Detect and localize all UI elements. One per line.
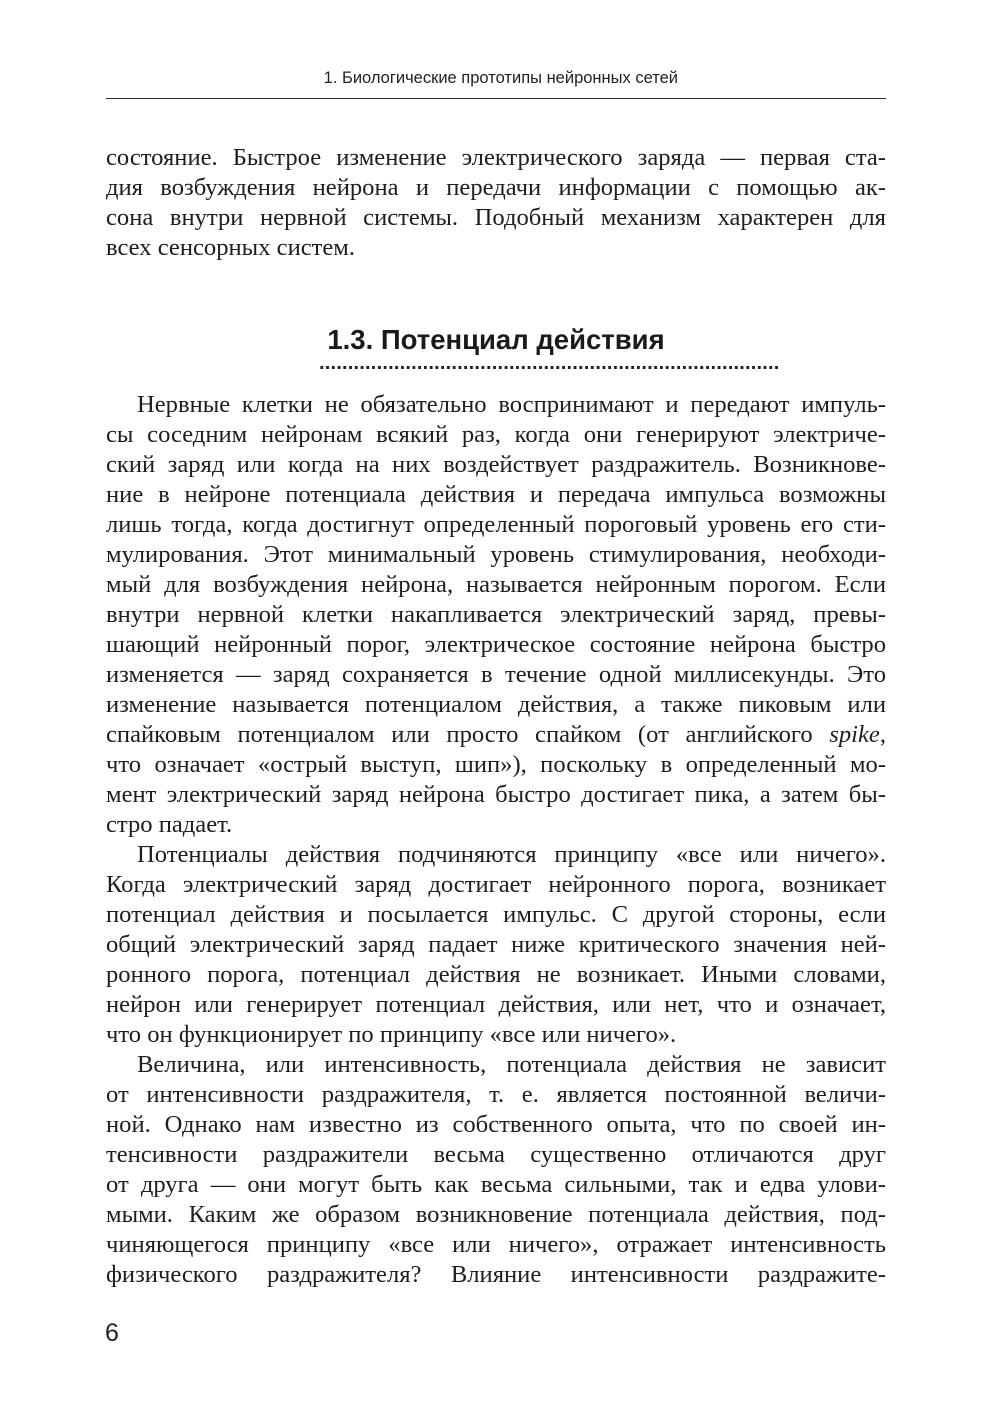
intro-line: всех сенсорных систем. (106, 234, 356, 261)
intro-line: дия возбуждения нейрона и передачи информации с помощью ак- (106, 174, 886, 201)
paragraph-1-line: внутри нервной клетки накапливается электрический заряд, превы- (106, 601, 886, 628)
paragraph-3-line: тенсивности раздражители весьма существенно отличаются друг (106, 1141, 886, 1168)
paragraph-1-line: мент электрический заряд нейрона быстро достигает пика, а затем бы- (106, 781, 886, 808)
section-title-dotted-rule: ................................................................................ (319, 352, 780, 374)
paragraph-3-line: мыми. Каким же образом возникновение потенциала действия, под- (106, 1201, 886, 1228)
spike-italic-term: spike (829, 721, 880, 748)
paragraph-1-line: сы соседним нейронам всякий раз, когда они генерируют электриче- (106, 421, 886, 448)
paragraph-3-line: Величина, или интенсивность, потенциала действия не зависит (137, 1051, 886, 1078)
paragraph-1-line: изменение называется потенциалом действия, а также пиковым или (106, 691, 886, 718)
paragraph-1-line: лишь тогда, когда достигнут определенный пороговый уровень его сти- (106, 511, 886, 538)
paragraph-1-line: стро падает. (106, 811, 233, 838)
intro-line: сона внутри нервной системы. Подобный механизм характерен для (106, 204, 886, 231)
running-header: 1. Биологические прототипы нейронных сетей (323, 69, 678, 87)
paragraph-2-line: общий электрический заряд падает ниже критического значения ней- (106, 931, 886, 958)
paragraph-3-line: от друга — они могут быть как весьма сильными, так и едва улови- (106, 1171, 886, 1198)
paragraph-1-line: ние в нейроне потенциала действия и передача импульса возможны (106, 481, 886, 508)
paragraph-2-line: нейрон или генерирует потенциал действия, или нет, что и означает, (106, 991, 886, 1018)
paragraph-1-line: изменяется — заряд сохраняется в течение одной миллисекунды. Это (106, 661, 886, 688)
paragraph-1-line: что означает «острый выступ, шип»), поскольку в определенный мо- (106, 751, 886, 778)
paragraph-1-line: мый для возбуждения нейрона, называется нейронным порогом. Если (106, 571, 886, 598)
paragraph-2-line: Потенциалы действия подчиняются принципу «все или ничего». (137, 841, 886, 868)
paragraph-1-line: шающий нейронный порог, электрическое состояние нейрона быстро (106, 631, 886, 658)
paragraph-2-line: ронного порога, потенциал действия не возникает. Иными словами, (106, 961, 886, 988)
paragraph-3-line: физического раздражителя? Влияние интенсивности раздражите- (106, 1261, 886, 1288)
header-rule (106, 98, 886, 99)
intro-line: состояние. Быстрое изменение электрического заряда — первая ста- (106, 144, 886, 171)
page-number: 6 (105, 1319, 119, 1347)
paragraph-3-line: от интенсивности раздражителя, т. е. является постоянной величи- (106, 1081, 886, 1108)
paragraph-1-line: мулирования. Этот минимальный уровень стимулирования, необходи- (106, 541, 886, 568)
paragraph-3-line: чиняющегося принципу «все или ничего», отражает интенсивность (106, 1231, 886, 1258)
paragraph-2-line: Когда электрический заряд достигает нейронного порога, возникает (106, 871, 886, 898)
paragraph-3-line: ной. Однако нам известно из собственного опыта, что по своей ин- (106, 1111, 886, 1138)
paragraph-1-line: ский заряд или когда на них воздействует раздражитель. Возникнове- (106, 451, 886, 478)
paragraph-2-line: что он функционирует по принципу «все или ничего». (106, 1021, 677, 1048)
spike-line-comma: , (879, 721, 886, 748)
paragraph-2-line: потенциал действия и посылается импульс. С другой стороны, если (106, 901, 886, 928)
section-title: 1.3. Потенциал действия (327, 324, 665, 355)
paragraph-1-spike-line (106, 720, 886, 750)
paragraph-1-line: Нервные клетки не обязательно воспринимают и передают импуль- (137, 391, 886, 418)
spike-line-text: спайковым потенциалом или просто спайком (от английского (106, 721, 830, 748)
